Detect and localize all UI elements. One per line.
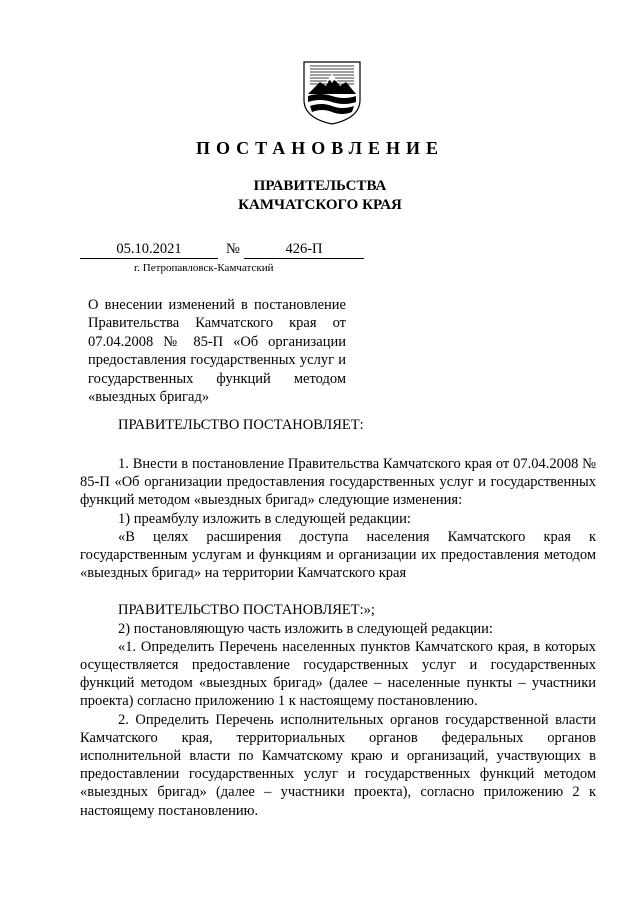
decree-heading: ПРАВИТЕЛЬСТВО ПОСТАНОВЛЯЕТ: [118,417,364,433]
paragraph-6: «1. Определить Перечень населенных пунктов Камчатского края, в которых осуществляется предоставление государственных услуг и государственных функций методом «выездных бригад» (далее – населенные пункты – участники проекта) согласно приложению 1 к настоящему постановлению. [80,638,596,710]
date-underline [80,258,218,259]
number-underline [244,258,364,259]
decree-body [80,455,596,820]
paragraph-2: 1) преамбулу изложить в следующей редакции: [118,510,411,527]
paragraph-4: ПРАВИТЕЛЬСТВО ПОСТАНОВЛЯЕТ:»; [118,602,375,619]
paragraph-1: 1. Внести в постановление Правительства Камчатского края от 07.04.2008 № 85-П «Об организации предоставления государственных услуг и государственных функций методом «выездных бригад» следующие изменения: [80,456,596,509]
issuing-authority [0,177,640,215]
decree-subject: О внесении изменений в постановление Правительства Камчатского края от 07.04.2008 № 85-П «Об организации предоставления государственных услуг и государственных функций методом «выездных бригад» [88,297,346,406]
paragraph-7: 2. Определить Перечень исполнительных органов государственной власти Камчатского края, территориальных органов федеральных органов исполнительной власти по Камчатскому краю и организаций, участвующих в предоставлении государственных услуг и государственных функций методом «выездных бригад» (далее – участники проекта), согласно приложению 2 к настоящему постановлению. [80,711,596,819]
authority-line-2: КАМЧАТСКОГО КРАЯ [238,197,402,213]
number-sign: № [226,241,240,257]
kamchatka-coat-of-arms-icon [300,60,364,126]
paragraph-3: «В целях расширения доступа населения Камчатского края к государственным услугам и функциям и организации их предоставления методом «выездных бригад» на территории Камчатского края [80,528,596,582]
decree-date: 05.10.2021 [116,241,182,257]
document-type-title: ПОСТАНОВЛЕНИЕ [195,138,445,158]
decree-number: 426-П [285,241,323,257]
paragraph-5: 2) постановляющую часть изложить в следующей редакции: [118,620,493,637]
authority-line-1: ПРАВИТЕЛЬСТВА [253,178,387,194]
date-number-row [0,238,640,260]
issue-city: г. Петропавловск-Камчатский [134,262,274,274]
